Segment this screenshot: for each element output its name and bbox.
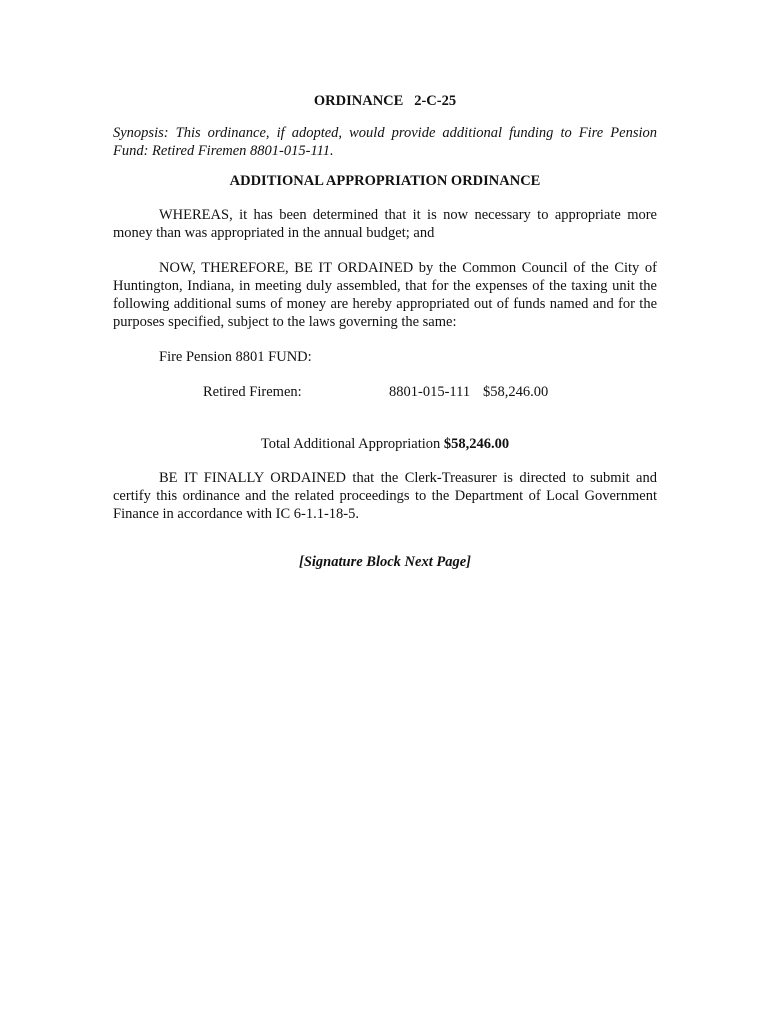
total-appropriation [113, 435, 657, 453]
fund-heading: Fire Pension 8801 FUND: [159, 349, 312, 365]
now-therefore-clause: NOW, THEREFORE, BE IT ORDAINED by the Common Council of the City of Huntington, Indiana, in meeting duly assembled, that for the expenses of the taxing unit the following additional sums of money are hereby appropriated out of funds named and for the purposes specified, subject to the laws governing the same: [113, 260, 657, 330]
appropriation-line-item [113, 383, 657, 401]
signature-block-note: [Signature Block Next Page] [299, 554, 471, 570]
total-amount: $58,246.00 [443, 436, 510, 452]
line-item-account-code: 8801-015-111 [389, 384, 471, 400]
ordinance-page [113, 92, 657, 571]
ordinance-subtitle: ADDITIONAL APPROPRIATION ORDINANCE [229, 173, 541, 189]
synopsis: Synopsis: This ordinance, if adopted, would provide additional funding to Fire Pension Fund: Retired Firemen 8801-015-111. [113, 125, 657, 159]
line-item-label: Retired Firemen: [203, 384, 302, 400]
ordinance-title: ORDINANCE 2-C-25 [313, 93, 457, 109]
finally-clause: BE IT FINALLY ORDAINED that the Clerk-Treasurer is directed to submit and certify this ordinance and the related proceedings to the Department of Local Government Finance in accordance with IC 6-1.1-18-5. [113, 470, 657, 522]
line-item-amount: $58,246.00 [483, 384, 549, 400]
total-label: Total Additional Appropriation [260, 436, 444, 452]
whereas-clause: WHEREAS, it has been determined that it is now necessary to appropriate more money than was appropriated in the annual budget; and [113, 207, 657, 241]
